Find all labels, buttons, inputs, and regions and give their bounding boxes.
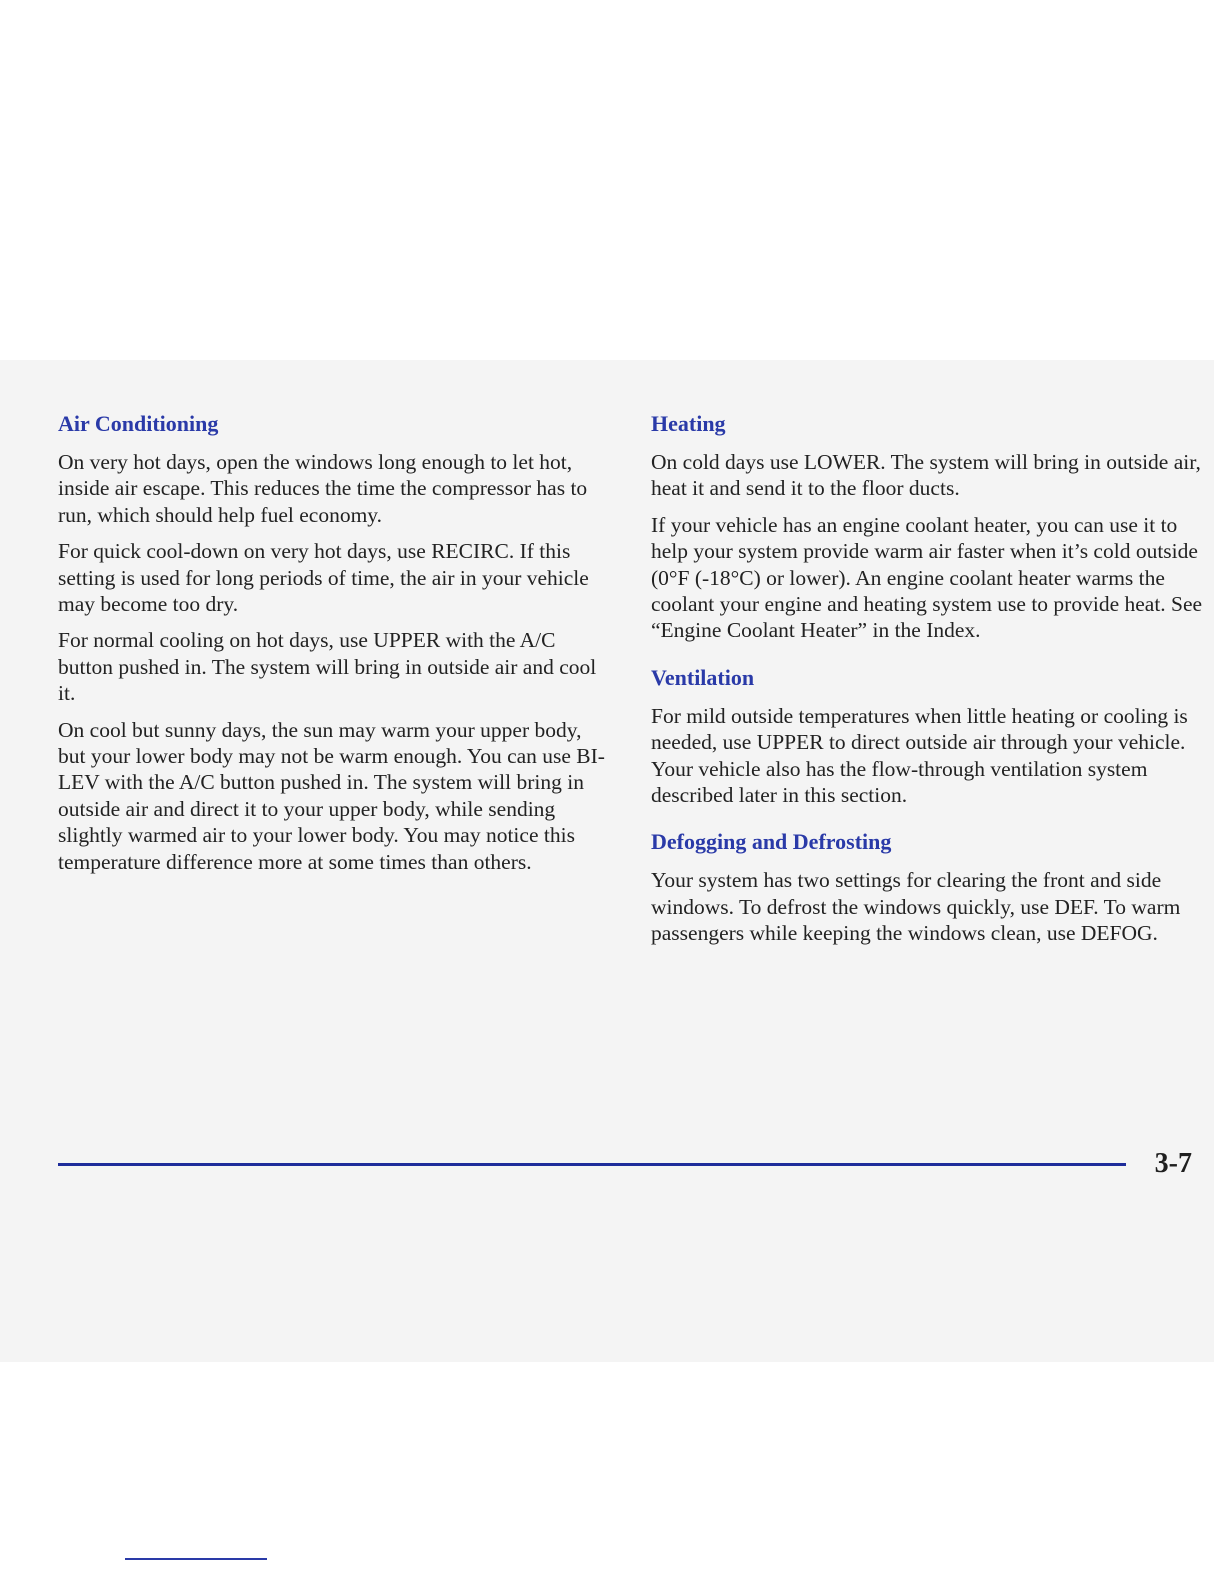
bottom-decorative-line <box>125 1558 267 1560</box>
ac-paragraph-2: For quick cool-down on very hot days, use RECIRC. If this setting is used for long periods of time, the air in your vehicle may become too dry. <box>58 539 589 617</box>
heading-defogging-defrosting: Defogging and Defrosting <box>651 829 892 855</box>
ac-paragraph-4: On cool but sunny days, the sun may warm your upper body, but your lower body may not be warm enough. You can use BI-LEV with the A/C button pushed in. The system will bring in outside air and direct it to your upper body, while sending slightly warmed air to your lower body. You may notice this temperature difference more at some times than others. <box>58 717 605 874</box>
ac-paragraph-1: On very hot days, open the windows long enough to let hot, inside air escape. This reduces the time the compressor has to run, which should help fuel economy. <box>58 450 588 527</box>
heating-paragraph-1: On cold days use LOWER. The system will bring in outside air, heat it and send it to the floor ducts. <box>651 450 1201 501</box>
ac-paragraph-3: For normal cooling on hot days, use UPPER with the A/C button pushed in. The system will bring in outside air and cool it. <box>58 628 597 706</box>
footer-rule <box>58 1163 1126 1166</box>
heating-paragraph-2: If your vehicle has an engine coolant heater, you can use it to help your system provide warm air faster when it’s cold outside (0°F (-18°C) or lower). An engine coolant heater warms the coolant your engine and heating system use to provide heat. See “Engine Coolant Heater” in the Index. <box>651 512 1203 643</box>
page-number: 3-7 <box>1154 1148 1192 1179</box>
heading-heating: Heating <box>651 411 726 436</box>
ventilation-paragraph-1: For mild outside temperatures when little heating or cooling is needed, use UPPER to direct outside air through your vehicle. Your vehicle also has the flow-through ventilation system described later in this section. <box>651 703 1188 808</box>
heading-air-conditioning: Air Conditioning <box>58 411 219 436</box>
heading-ventilation: Ventilation <box>651 664 755 690</box>
left-column <box>58 410 614 885</box>
right-column <box>651 410 1204 957</box>
defogging-paragraph-1: Your system has two settings for clearing the front and side windows. To defrost the windows quickly, use DEF. To warm passengers while keeping the windows clean, use DEFOG. <box>651 868 1181 946</box>
